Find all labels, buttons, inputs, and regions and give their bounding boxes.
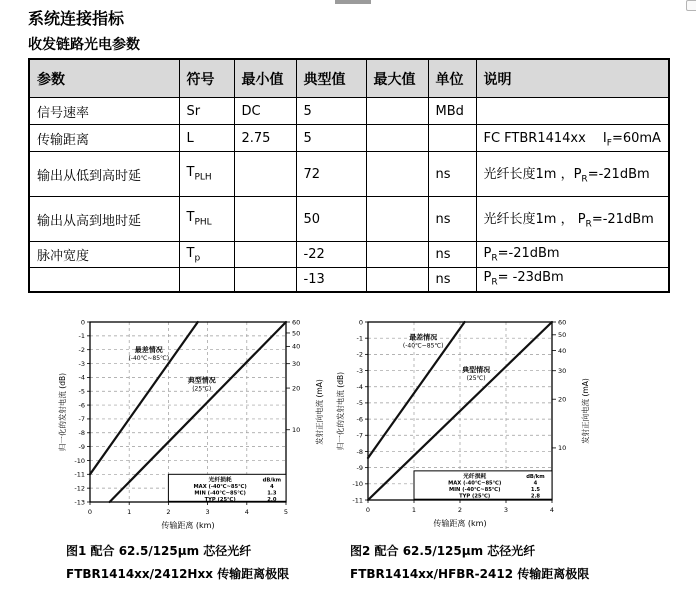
table-cell: ns xyxy=(428,268,476,292)
svg-text:60: 60 xyxy=(558,318,567,327)
svg-text:-10: -10 xyxy=(352,480,363,489)
svg-text:4: 4 xyxy=(244,508,249,516)
svg-text:-10: -10 xyxy=(74,456,85,465)
table-cell xyxy=(428,125,476,152)
table-row xyxy=(29,98,669,125)
section-subtitle: 收发链路光电参数 xyxy=(28,37,140,53)
svg-text:1: 1 xyxy=(127,508,132,516)
table-cell: 2.75 xyxy=(234,125,296,152)
svg-text:-2: -2 xyxy=(356,350,363,359)
svg-text:4: 4 xyxy=(270,483,274,490)
svg-text:20: 20 xyxy=(292,384,301,393)
table-cell: 输出从高到地时延 xyxy=(29,197,179,242)
svg-text:50: 50 xyxy=(558,331,567,340)
table-header-cell: 最小值 xyxy=(234,59,296,98)
svg-text:光纤损耗: 光纤损耗 xyxy=(463,473,487,480)
table-cell xyxy=(234,242,296,268)
svg-text:传输距离 (km): 传输距离 (km) xyxy=(161,521,215,530)
svg-text:0: 0 xyxy=(80,318,85,327)
table-cell: $P_R=-21dBm$ xyxy=(476,242,669,268)
table-cell xyxy=(234,268,296,292)
table-cell: 信号速率 xyxy=(29,98,179,125)
svg-text:-12: -12 xyxy=(74,484,85,493)
table-cell xyxy=(29,268,179,292)
svg-text:4: 4 xyxy=(549,506,555,514)
table-cell xyxy=(366,268,428,292)
svg-text:-8: -8 xyxy=(78,429,85,438)
table-cell: $T_{PLH}$ xyxy=(179,152,234,197)
svg-text:-5: -5 xyxy=(78,387,85,396)
figure-2-caption-line1: 图2 配合 62.5/125μm 芯径光纤 xyxy=(350,544,536,558)
svg-text:TYP (25℃): TYP (25℃) xyxy=(459,493,491,500)
table-cell: 光纤长度1m ， $P_R=-21dBm$ xyxy=(476,197,669,242)
table-row xyxy=(29,152,669,197)
table-cell: 传输距离 xyxy=(29,125,179,152)
table-header-cell: 参数 xyxy=(29,59,179,98)
svg-text:0: 0 xyxy=(358,318,363,327)
svg-text:5: 5 xyxy=(283,508,289,516)
figure-1-caption xyxy=(66,540,289,586)
table-header-cell: 典型值 xyxy=(296,59,366,98)
svg-text:典型情况: 典型情况 xyxy=(187,376,216,385)
table-cell: 50 xyxy=(296,197,366,242)
svg-text:发射正向电流 (mA): 发射正向电流 (mA) xyxy=(315,379,324,445)
table-cell xyxy=(179,268,234,292)
svg-text:-7: -7 xyxy=(356,431,363,440)
table-cell: $T_{PHL}$ xyxy=(179,197,234,242)
svg-text:(25℃): (25℃) xyxy=(192,385,212,393)
table-cell: -22 xyxy=(296,242,366,268)
table-cell xyxy=(234,197,296,242)
table-cell: L xyxy=(179,125,234,152)
figure-2-caption-line2: FTBR1414xx/HFBR-2412 传输距离极限 xyxy=(350,567,590,581)
svg-text:1.3: 1.3 xyxy=(267,490,277,497)
svg-text:40: 40 xyxy=(292,342,301,351)
svg-text:1.5: 1.5 xyxy=(530,486,541,493)
svg-text:-6: -6 xyxy=(78,401,85,410)
figure-1-caption-line2: FTBR1414xx/2412Hxx 传输距离极限 xyxy=(66,567,290,581)
chart-1-transmission-distance xyxy=(56,310,358,540)
page-title: 系统连接指标 xyxy=(28,9,125,28)
svg-text:最差情况: 最差情况 xyxy=(134,345,163,354)
svg-text:20: 20 xyxy=(558,395,567,404)
table-cell xyxy=(366,98,428,125)
svg-text:-6: -6 xyxy=(356,415,363,424)
svg-text:-3: -3 xyxy=(356,366,363,375)
svg-text:-11: -11 xyxy=(74,470,85,479)
svg-text:-8: -8 xyxy=(356,447,363,456)
chart-2-transmission-distance xyxy=(334,310,624,538)
svg-text:dB/km: dB/km xyxy=(526,473,545,480)
svg-text:-1: -1 xyxy=(356,334,363,343)
svg-text:-11: -11 xyxy=(352,496,363,505)
table-header-cell: 说明 xyxy=(476,59,669,98)
table-header-cell: 最大值 xyxy=(366,59,428,98)
svg-text:-2: -2 xyxy=(78,345,85,354)
svg-text:3: 3 xyxy=(503,506,509,514)
svg-text:0: 0 xyxy=(87,508,93,516)
table-cell: MBd xyxy=(428,98,476,125)
svg-text:-9: -9 xyxy=(78,442,85,451)
params-table xyxy=(28,58,670,293)
svg-text:(-40℃~85℃): (-40℃~85℃) xyxy=(402,342,444,350)
svg-text:-4: -4 xyxy=(78,373,85,382)
svg-text:60: 60 xyxy=(292,318,301,327)
table-cell xyxy=(234,152,296,197)
svg-text:归一化的发射电流 (dB): 归一化的发射电流 (dB) xyxy=(336,371,345,451)
svg-text:0: 0 xyxy=(365,506,371,514)
figure-2-caption xyxy=(350,540,589,586)
svg-text:-7: -7 xyxy=(78,415,85,424)
svg-text:典型情况: 典型情况 xyxy=(462,365,491,374)
table-cell: $T_p$ xyxy=(179,242,234,268)
svg-text:MIN (-40℃~85℃): MIN (-40℃~85℃) xyxy=(194,490,246,497)
table-cell: FC FTBR1414xx $I_F=60mA$ xyxy=(476,125,669,152)
svg-text:MIN (-40℃~85℃): MIN (-40℃~85℃) xyxy=(448,486,501,493)
table-cell: Sr xyxy=(179,98,234,125)
table-cell: ns xyxy=(428,242,476,268)
top-right-corner-artifact xyxy=(686,0,696,11)
table-cell: 72 xyxy=(296,152,366,197)
svg-text:3: 3 xyxy=(205,508,210,516)
svg-text:-3: -3 xyxy=(78,359,85,368)
svg-text:-9: -9 xyxy=(356,463,363,472)
table-row xyxy=(29,242,669,268)
table-cell: 5 xyxy=(296,98,366,125)
table-cell xyxy=(366,242,428,268)
svg-text:2.0: 2.0 xyxy=(267,496,277,503)
table-row xyxy=(29,125,669,152)
svg-text:MAX (-40℃~85℃): MAX (-40℃~85℃) xyxy=(193,483,247,490)
svg-text:dB/km: dB/km xyxy=(262,477,282,484)
svg-text:最差情况: 最差情况 xyxy=(409,333,438,342)
svg-text:-4: -4 xyxy=(356,383,363,392)
svg-text:2: 2 xyxy=(166,508,171,516)
table-cell: 输出从低到高时延 xyxy=(29,152,179,197)
svg-text:MAX (-40℃~85℃): MAX (-40℃~85℃) xyxy=(448,480,502,487)
table-header-cell: 符号 xyxy=(179,59,234,98)
svg-text:50: 50 xyxy=(292,329,301,338)
svg-text:30: 30 xyxy=(558,367,567,376)
svg-text:-13: -13 xyxy=(74,498,85,507)
svg-text:-5: -5 xyxy=(356,399,363,408)
svg-text:(-40℃~85℃): (-40℃~85℃) xyxy=(128,354,170,362)
svg-text:2.8: 2.8 xyxy=(530,493,541,500)
table-cell: 5 xyxy=(296,125,366,152)
table-cell: DC xyxy=(234,98,296,125)
svg-text:10: 10 xyxy=(558,444,567,453)
table-row xyxy=(29,197,669,242)
figure-1-caption-line1: 图1 配合 62.5/125μm 芯径光纤 xyxy=(66,544,252,558)
svg-text:30: 30 xyxy=(292,359,301,368)
svg-text:TYP (25℃): TYP (25℃) xyxy=(204,496,236,503)
table-row xyxy=(29,268,669,292)
table-cell xyxy=(476,98,669,125)
table-cell: ns xyxy=(428,197,476,242)
table-cell xyxy=(366,152,428,197)
svg-text:-1: -1 xyxy=(78,332,85,341)
table-cell: 光纤长度1m ，$P_R=-21dBm$ xyxy=(476,152,669,197)
svg-text:(25℃): (25℃) xyxy=(466,374,486,382)
svg-text:10: 10 xyxy=(292,426,301,435)
table-cell xyxy=(366,125,428,152)
table-cell xyxy=(366,197,428,242)
svg-text:发射正向电流 (mA): 发射正向电流 (mA) xyxy=(581,378,590,444)
table-header-cell: 单位 xyxy=(428,59,476,98)
svg-text:4: 4 xyxy=(533,480,538,487)
top-edge-artifact xyxy=(335,0,371,4)
svg-text:40: 40 xyxy=(558,346,567,355)
table-header-row xyxy=(29,59,669,98)
svg-text:传输距离 (km): 传输距离 (km) xyxy=(433,519,487,528)
svg-text:归一化的发射电流 (dB): 归一化的发射电流 (dB) xyxy=(58,372,67,452)
table-cell: 脉冲宽度 xyxy=(29,242,179,268)
svg-text:2: 2 xyxy=(457,506,463,514)
svg-text:光纤损耗: 光纤损耗 xyxy=(208,477,232,484)
svg-text:1: 1 xyxy=(411,506,417,514)
table-cell: -13 xyxy=(296,268,366,292)
table-cell: ns xyxy=(428,152,476,197)
table-cell: $P_R= -23dBm$ xyxy=(476,268,669,292)
